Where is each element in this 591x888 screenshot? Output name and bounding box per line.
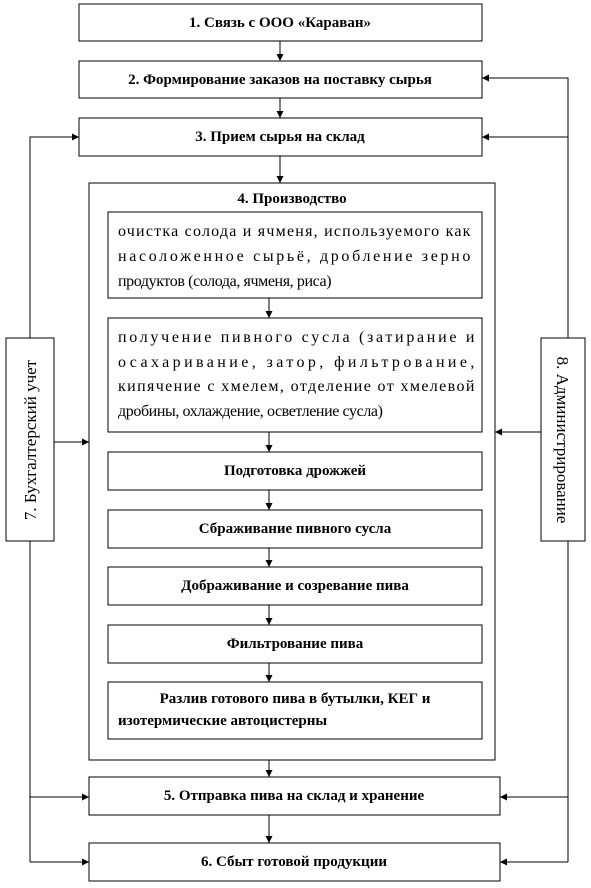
step-5-box <box>89 777 500 815</box>
fermentation-label: Сбраживание пивного сусла <box>198 521 392 537</box>
step-8-label: 8. Администрирование <box>553 356 572 524</box>
cleaning-line-3: продуктов (солода, ячменя, риса) <box>118 273 332 290</box>
step-6-box <box>89 843 500 881</box>
step-8-administration-box <box>541 338 585 541</box>
production-step-yeast <box>108 452 482 490</box>
step-3-label: 3. Прием сырья на склад <box>195 129 365 145</box>
cleaning-line-1: очистка солода и ячменя, используемого как <box>118 223 470 240</box>
maturation-label: Дображивание и созревание пива <box>181 578 409 594</box>
production-step-maturation <box>108 567 482 605</box>
production-step-cleaning <box>108 212 482 298</box>
cleaning-line-2: насоложенное сырьё, дробление зерно <box>118 248 471 265</box>
step-7-label: 7. Бухгалтерский учет <box>21 359 40 521</box>
production-step-bottling <box>108 682 482 739</box>
wort-line-2: осахаривание, затор, фильтрование, <box>118 354 475 371</box>
step-6-label: 6. Сбыт готовой продукции <box>201 854 387 870</box>
step-7-accounting-box <box>6 338 54 541</box>
production-step-wort <box>108 318 482 432</box>
bottling-line-2: изотермические автоцистерны <box>118 713 328 729</box>
step-2-label: 2. Формирование заказов на поставку сырья <box>128 72 432 88</box>
wort-line-1: получение пивного сусла (затирание и <box>118 329 474 346</box>
filtration-label: Фильтрование пива <box>226 636 364 652</box>
step-4-label: 4. Производство <box>237 191 347 207</box>
step-5-label: 5. Отправка пива на склад и хранение <box>163 788 425 804</box>
step-1-box <box>79 4 482 41</box>
arrow-7-to-3 <box>30 137 79 338</box>
bottling-line-1: Разлив готового пива в бутылки, КЕГ и <box>159 691 431 707</box>
step-1-label: 1. Связь с ООО «Караван» <box>189 15 371 31</box>
wort-line-3: кипячение с хмелем, отделение от хмелевой <box>118 378 474 395</box>
production-step-fermentation <box>108 510 482 548</box>
yeast-label: Подготовка дрожжей <box>223 463 367 479</box>
step-3-box <box>79 118 482 156</box>
wort-line-4: дробины, охлаждение, осветление сусла) <box>118 403 383 420</box>
step-2-box <box>79 61 482 98</box>
production-step-filtration <box>108 625 482 663</box>
